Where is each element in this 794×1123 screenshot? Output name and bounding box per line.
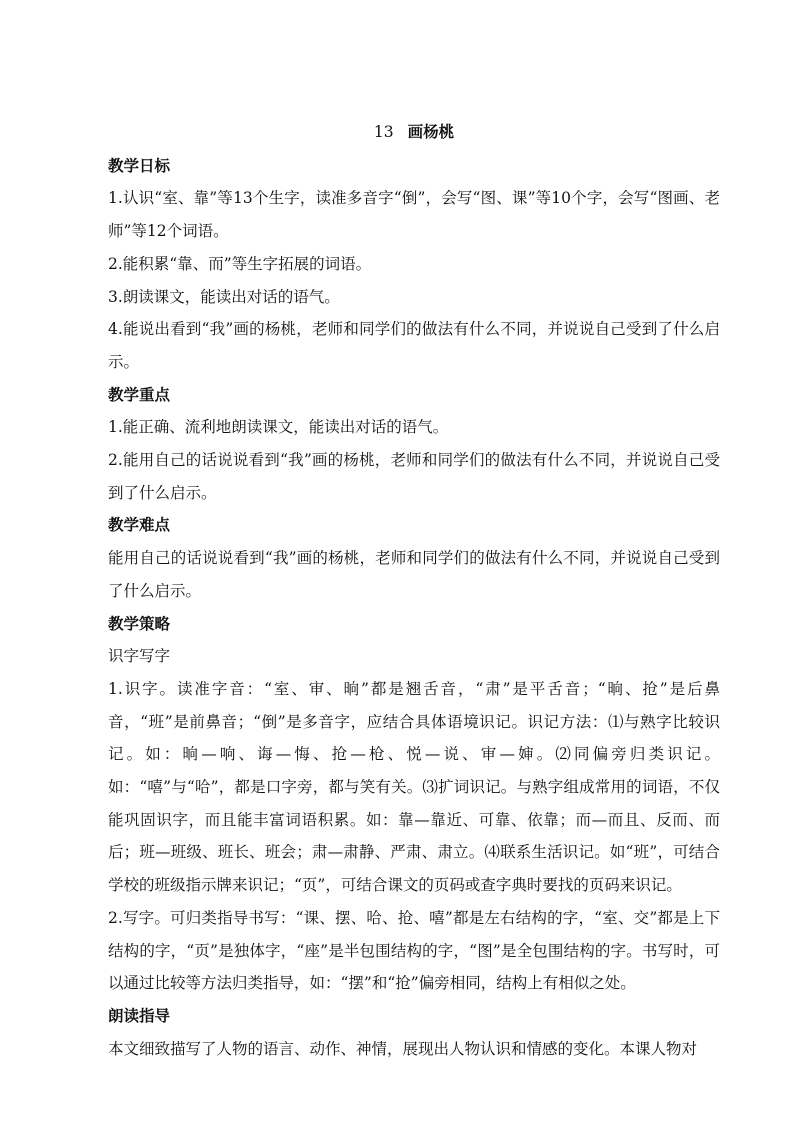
strategy-heading: 教学策略 <box>108 613 171 633</box>
reading-heading: 朗读指导 <box>108 1005 171 1025</box>
lesson-name: 画杨桃 <box>407 122 455 141</box>
goal-item: 1.认识“室、靠”等13个生字，读准多音字“倒”，会写“图、课”等10个字，会写“图画、老师”等12个词语。 <box>108 189 720 241</box>
goal-item: 2.能积累“靠、而”等生字拓展的词语。 <box>108 254 372 273</box>
goal-item: 4.能说出看到“我”画的杨桃，老师和同学们的做法有什么不同，并说说自己受到了什么启示。 <box>108 320 720 371</box>
strategy-subheading: 识字写字 <box>108 647 171 666</box>
difficulty-text: 能用自己的话说说看到“我”画的杨桃，老师和同学们的做法有什么不同，并说说自己受到了什么启示。 <box>108 549 720 600</box>
key-point-item: 1.能正确、流利地朗读课文，能读出对话的语气。 <box>108 418 449 437</box>
difficulty-heading: 教学难点 <box>108 515 171 535</box>
key-point-item: 2.能用自己的话说说看到“我”画的杨桃，老师和同学们的做法有什么不同，并说说自己受到了什么启示。 <box>108 451 720 502</box>
document-body <box>108 116 720 1065</box>
goals-heading: 教学日标 <box>108 155 171 175</box>
lesson-title <box>108 116 720 149</box>
lesson-number: 13 <box>373 123 394 141</box>
key-points-heading: 教学重点 <box>108 384 171 404</box>
reading-text: 本文细致描写了人物的语言、动作、神情，展现出人物认识和情感的变化。本课人物对 <box>108 1039 698 1058</box>
goal-item: 3.朗读课文，能读出对话的语气。 <box>108 287 340 306</box>
strategy-item: 1.识字。读准字音：“室、审、晌”都是翘舌音，“肃”是平舌音；“晌、抢”是后鼻音，“班”是前鼻音；“倒”是多音字，应结合具体语境识记。识记方法：⑴与熟字比较识记。如：晌—响、诲—悔、抢—枪、悦—说、审—婶。⑵同偏旁归类识记。如：“嘻”与“哈”，都是口字旁，都与笑有关。⑶扩词识记。与熟字组成常用的词语，不仅能巩固识字，而且能丰富词语积累。如：靠—靠近、可靠、依靠；而—而且、反而、而后；班—班级、班长、班会；肃—肃静、严肃、肃立。⑷联系生活识记。如“班”，可结合学校的班级指示牌来识记；“页”，可结合课文的页码或查字典时要找的页码来识记。 <box>108 679 720 895</box>
strategy-item: 2.写字。可归类指导书写：“课、摆、哈、抢、嘻”都是左右结构的字，“室、交”都是上下结构的字，“页”是独体字，“座”是半包围结构的字，“图”是全包围结构的字。书写时，可以通过比较等方法归类指导，如：“摆”和“抢”偏旁相同，结构上有相似之处。 <box>108 908 720 993</box>
